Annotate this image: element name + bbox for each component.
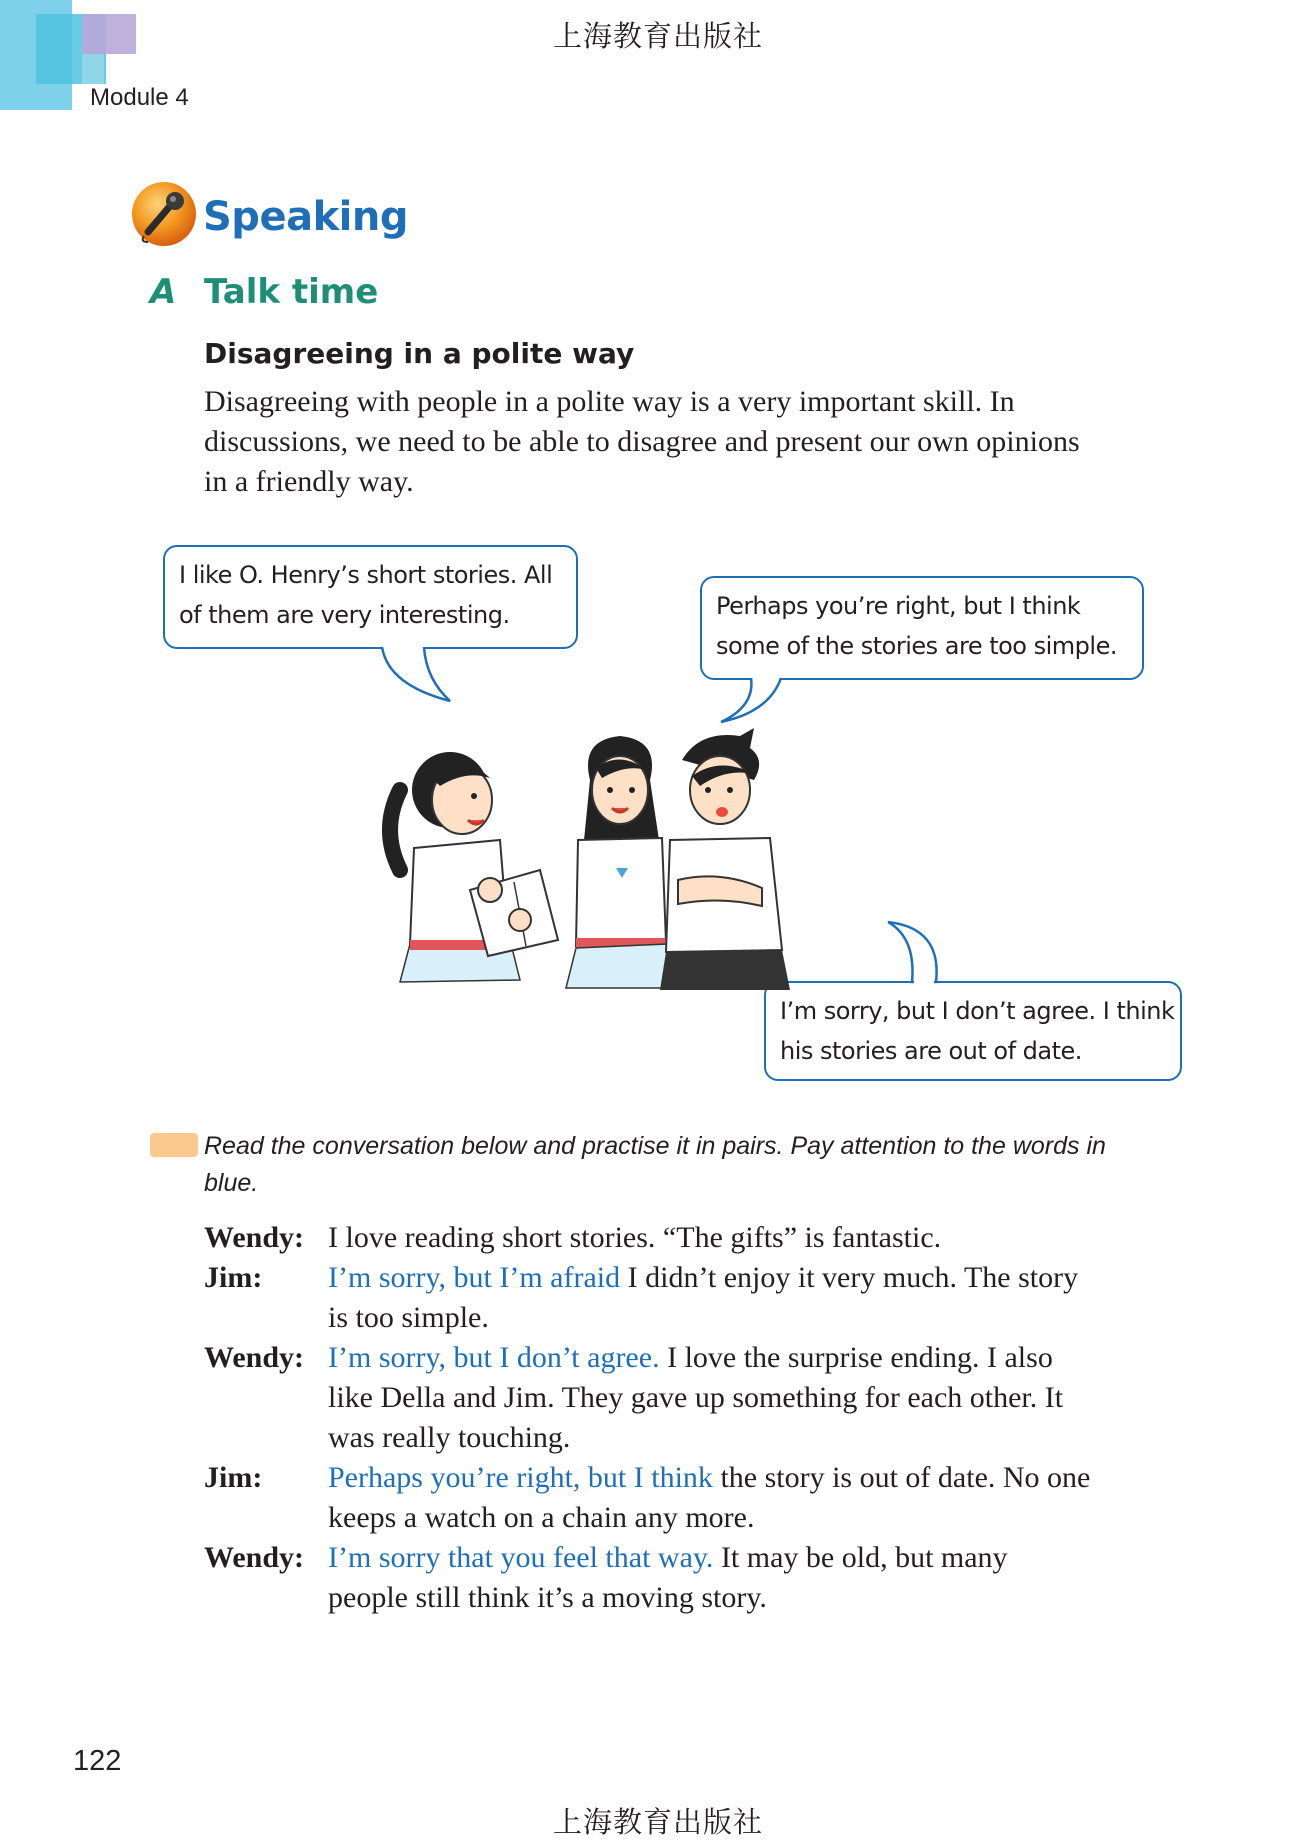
bubble-tail-left xyxy=(380,645,460,705)
bubble-line: Perhaps you’re right, but I think xyxy=(716,592,1081,620)
bubble-line: of them are very interesting. xyxy=(179,601,510,629)
dialogue-line: like Della and Jim. They gave up something for each other. It xyxy=(328,1381,1064,1414)
instruction-tab xyxy=(150,1133,198,1157)
intro-line: Disagreeing with people in a polite way is a very important skill. In xyxy=(204,385,1015,418)
dialogue-text: the story is out of date. No one xyxy=(712,1461,1091,1494)
section-title-speaking: Speaking xyxy=(203,194,408,240)
microphone-icon xyxy=(130,180,198,248)
module-label: Module 4 xyxy=(90,84,189,111)
subheading: Disagreeing in a polite way xyxy=(204,337,635,370)
dialogue xyxy=(204,1218,1204,1618)
dialogue-text: I didn’t enjoy it very much. The story xyxy=(620,1261,1079,1294)
dialogue-line: keeps a watch on a chain any more. xyxy=(328,1501,755,1534)
speaker-name: Wendy: xyxy=(204,1341,305,1374)
intro-paragraph xyxy=(204,382,1184,502)
bubble-line: his stories are out of date. xyxy=(780,1037,1082,1065)
dialogue-line: people still think it’s a moving story. xyxy=(328,1581,767,1614)
boy-with-crossed-arms-figure xyxy=(660,728,790,990)
dialogue-turn xyxy=(204,1538,1204,1618)
speaker-name: Wendy: xyxy=(204,1221,305,1254)
dialogue-turn xyxy=(204,1258,1204,1338)
dialogue-line: I love reading short stories. “The gifts” is fantastic. xyxy=(328,1221,942,1254)
instruction-line: blue. xyxy=(204,1169,259,1197)
speaker-name: Jim: xyxy=(204,1461,263,1494)
dialogue-turn xyxy=(204,1458,1204,1538)
speech-bubble-left xyxy=(163,545,578,649)
dialogue-line: was really touching. xyxy=(328,1421,571,1454)
bubble-line: some of the stories are too simple. xyxy=(716,632,1117,660)
instruction-line: Read the conversation below and practise it in pairs. Pay attention to the words in xyxy=(204,1132,1106,1160)
dialogue-turn xyxy=(204,1338,1204,1458)
dialogue-text: I love the surprise ending. I also xyxy=(659,1341,1053,1374)
girl-with-book-figure xyxy=(390,752,558,982)
highlighted-phrase: I’m sorry that you feel that way. xyxy=(328,1541,714,1574)
bubble-line: I’m sorry, but I don’t agree. I think xyxy=(780,997,1175,1025)
middle-girl-figure xyxy=(566,736,678,988)
speech-bubble-right xyxy=(764,981,1182,1081)
highlighted-phrase: Perhaps you’re right, but I think xyxy=(328,1461,713,1494)
intro-line: discussions, we need to be able to disagree and present our own opinions xyxy=(204,425,1080,458)
page-number: 122 xyxy=(73,1745,122,1777)
part-letter: A xyxy=(150,272,177,312)
dialogue-line: is too simple. xyxy=(328,1301,489,1334)
part-title: Talk time xyxy=(204,272,379,312)
bubble-tail-middle xyxy=(715,676,795,724)
speaker-name: Jim: xyxy=(204,1261,263,1294)
bubble-tail-right xyxy=(882,918,952,984)
instruction-text xyxy=(204,1128,1184,1202)
dialogue-text: It may be old, but many xyxy=(713,1541,1008,1574)
students-illustration xyxy=(370,720,890,990)
intro-line: in a friendly way. xyxy=(204,465,414,498)
bubble-line: I like O. Henry’s short stories. All xyxy=(179,561,553,589)
highlighted-phrase: I’m sorry, but I don’t agree. xyxy=(328,1341,660,1374)
speaker-name: Wendy: xyxy=(204,1541,305,1574)
dialogue-turn xyxy=(204,1218,1204,1258)
speech-bubble-middle xyxy=(700,576,1144,680)
highlighted-phrase: I’m sorry, but I’m afraid xyxy=(328,1261,621,1294)
publisher-header: 上海教育出版社 xyxy=(553,19,764,53)
publisher-footer: 上海教育出版社 xyxy=(553,1805,764,1839)
